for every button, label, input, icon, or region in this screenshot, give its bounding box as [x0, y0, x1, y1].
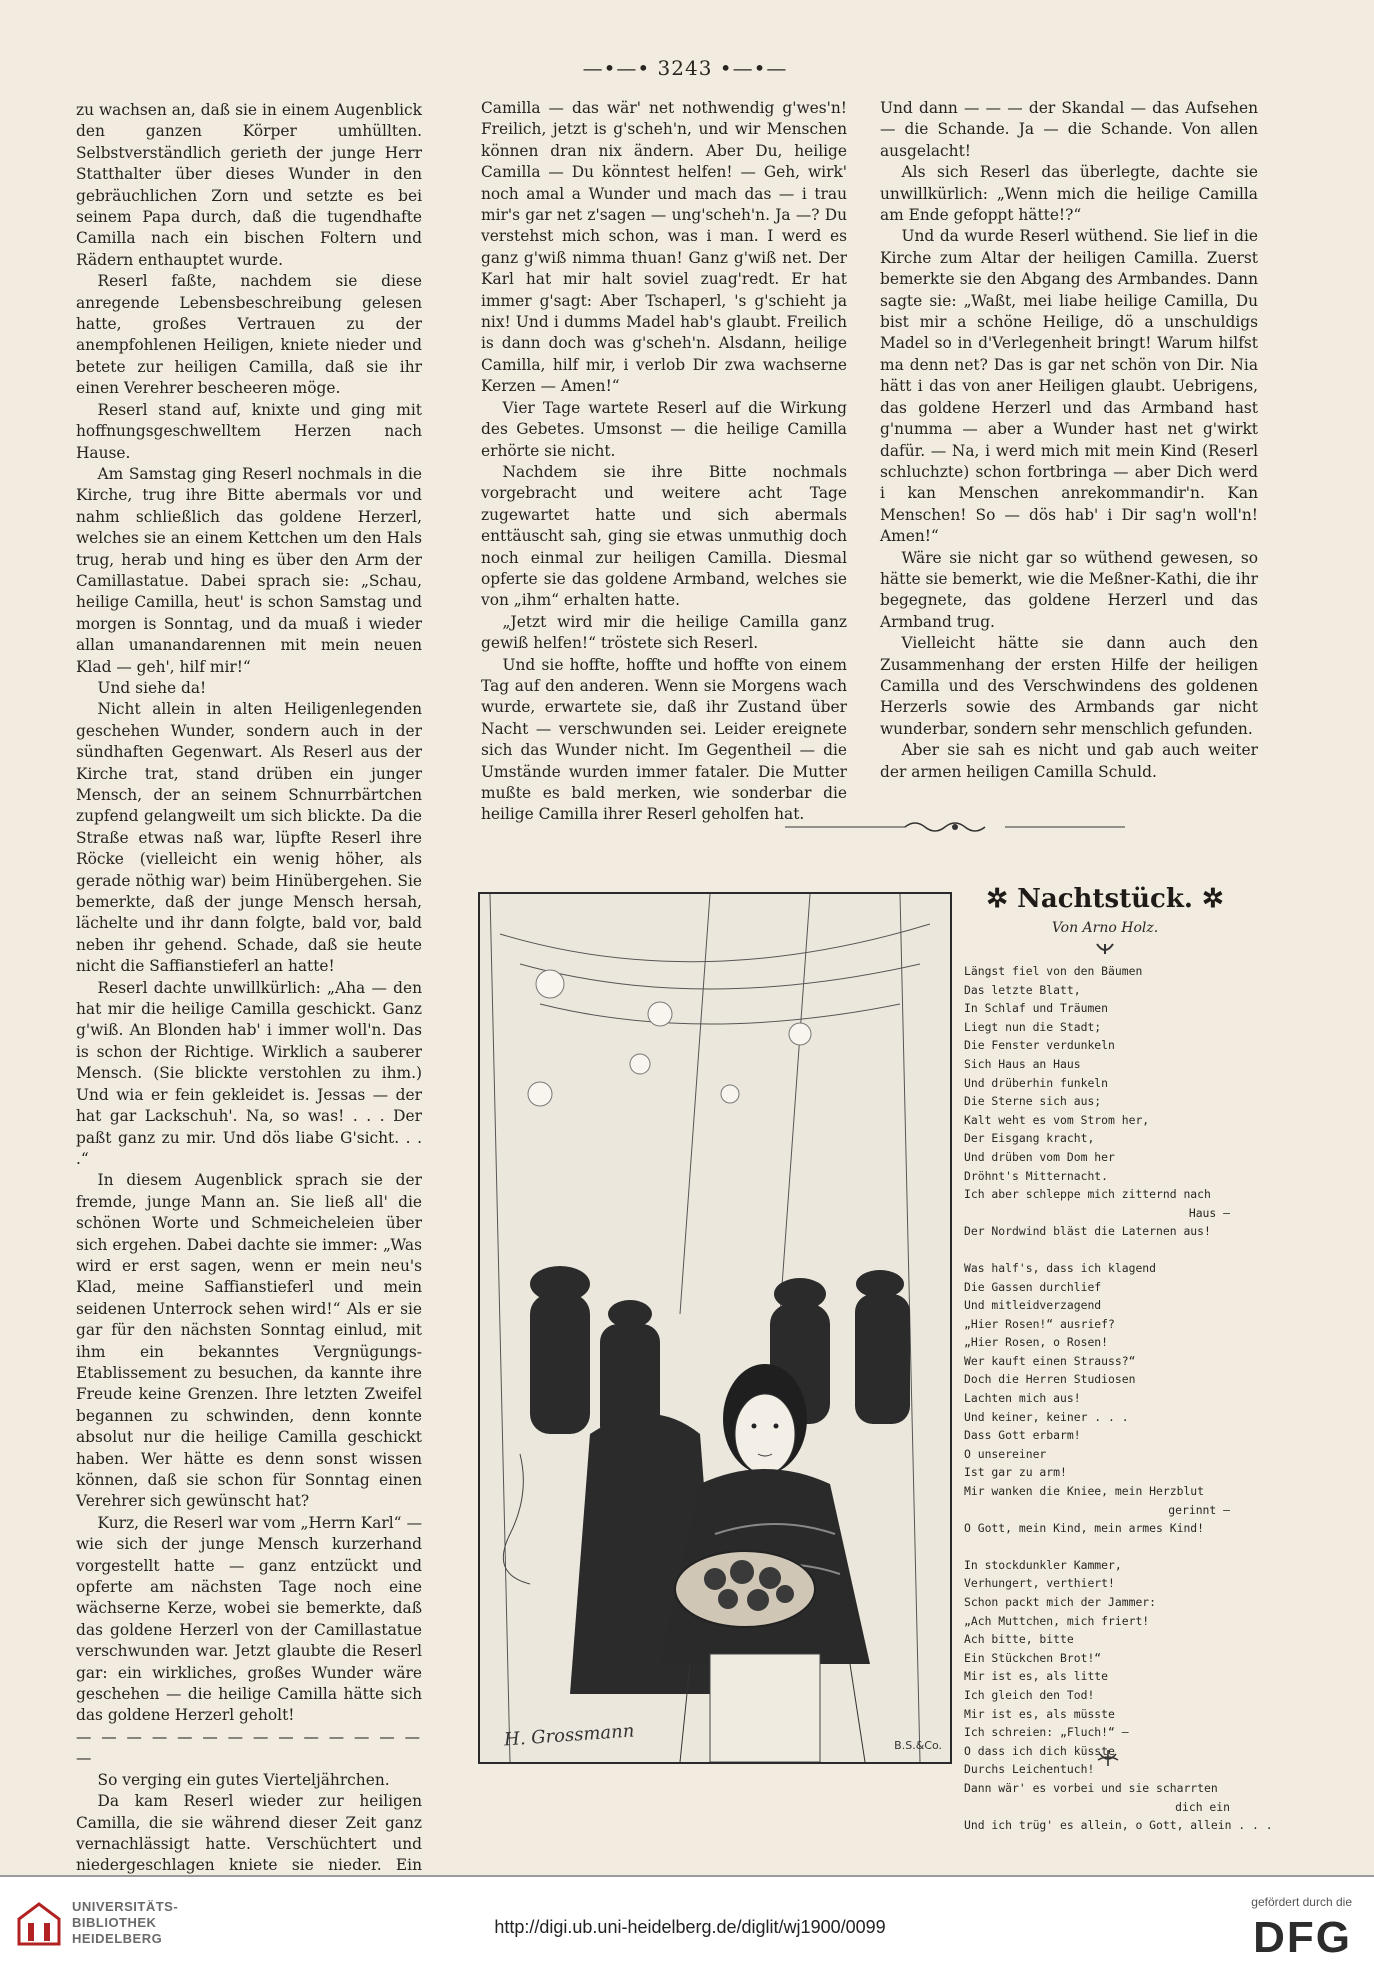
poem-line: Und drüberhin funkeln [964, 1075, 1109, 1090]
poem-line: Ein Stückchen Brot!“ [964, 1650, 1102, 1665]
paragraph: So verging ein gutes Vierteljährchen. [97, 1770, 390, 1789]
poem-line: Doch die Herren Studiosen [964, 1372, 1136, 1387]
paragraph: Und siehe da! [97, 678, 207, 697]
poem-stanza-2 [964, 1259, 1258, 1538]
source-url-link[interactable]: http://digi.ub.uni-heidelberg.de/diglit/wj1900/0099 [494, 1917, 886, 1937]
page-number-ornament-right: •—•— [712, 56, 788, 80]
paragraph: In diesem Augenblick sprach sie der fremde, junge Mann an. Sie ließ all' die schönen Worte und Schmeicheleien über sich ergehen. Dabei dachte sie immer: „Was wird er erst sagen, wenn er mein neu's Klad, meine Saffianstieferl und mein seidenen Unterrock sehen wird!“ Als er sie gar für den nächsten Sonntag einlud, mit ihm ein bekanntes Vergnügungs-Etablissement zu besuchen, da kannte ihre Freude keine Grenzen. Ihre letzten Zweifel begannen zu schwinden, denn konnte absolut nur die heilige Camilla geschickt haben. Wer hätte es denn sonst wissen können, daß sie schon für Sonntag einen Verehrer sich gewünscht hat? [76, 1171, 422, 1511]
text-column-2 [481, 98, 847, 826]
poem-line: „Ach Muttchen, mich friert! [964, 1613, 1150, 1628]
poem-line: Längst fiel von den Bäumen [964, 964, 1143, 978]
printer-credit: B.S.&Co. [894, 1739, 942, 1752]
paragraph: Am Samstag ging Reserl nochmals in die Kirche, trug ihre Bitte abermals vor und nahm schließlich das goldene Herzerl, welches sie an einem Kettchen um den Hals trug, herab und hing es über den Arm der Camillastatue. Dabei sprach sie: „Schau, heilige Camilla, heut' is schon Samstag und morgen is Sonntag, und da muaß i wieder allan umanandarennen mit mein neuen Klad — geh', hilf mir!“ [76, 464, 422, 676]
poem-line: Mir wanken die Kniee, mein Herzblut [964, 1484, 1205, 1499]
poem-stanza-1 [964, 962, 1258, 1241]
poem-line: Der Eisgang kracht, [964, 1131, 1095, 1146]
poem-line: Ich schreien: „Fluch!“ — [964, 1725, 1129, 1740]
paragraph: „Jetzt wird mir die heilige Camilla ganz gewiß helfen!“ tröstete sich Reserl. [481, 612, 847, 653]
poem-line: Die Gassen durchlief [964, 1279, 1102, 1294]
poem-line: Die Fenster verdunkeln [964, 1038, 1115, 1053]
poem-line: O unsereiner [964, 1446, 1047, 1461]
page-number-text: 3243 [657, 56, 713, 80]
poem-line: Verhungert, verthiert! [964, 1576, 1115, 1591]
poem-title: ✲ Nachtstück. ✲ [986, 884, 1224, 914]
poem-line-continuation: Haus — [1188, 1205, 1230, 1220]
paragraph: Aber sie sah es nicht und gab auch weiter der armen heiligen Camilla Schuld. [880, 741, 1258, 781]
university-library-logo-icon [14, 1899, 64, 1949]
text-column-3 [880, 98, 1258, 783]
poem-line: Lachten mich aus! [964, 1391, 1081, 1406]
paragraph: Und dann — — — der Skandal — das Aufsehen — die Schande. Ja — die Schande. Von allen ausgelacht! [880, 99, 1258, 160]
poem-author: Von Arno Holz. [1051, 920, 1159, 936]
poem-line: O dass ich dich küsste [964, 1743, 1115, 1758]
library-line-3: HEIDELBERG [72, 1931, 163, 1946]
paragraph: Wäre sie nicht gar so wüthend gewesen, so hätte sie bemerkt, wie die Meßner-Kathi, die ihr begegnete, das goldene Herzerl und das Armband trug. [880, 548, 1258, 631]
section-break-dashes: — — — — — — — — — — — — — — — [76, 1727, 422, 1768]
poem-line: „Hier Rosen, o Rosen! [964, 1335, 1109, 1350]
poem-body [964, 962, 1273, 1853]
paragraph: Reserl faßte, nachdem sie diese anregende Lebensbeschreibung gelesen hatte, großes Vertrauen zu der anempfohlenen Heiligen, kniete nieder und betete zur heiligen Camilla, daß sie ihr einen Verehrer bescheeren möge. [76, 272, 422, 398]
poem-stanza-3 [964, 1556, 1273, 1835]
library-name [72, 1899, 178, 1947]
poem-line: Und mitleidverzagend [964, 1298, 1102, 1313]
paragraph: Da kam Reserl wieder zur heiligen Camilla, die sie während dieser Zeit ganz vernachlässigt hatte. Verschüchtert und niedergeschlagen kniete sie nieder. Ein [76, 1792, 422, 1875]
poem-line: Mir ist es, als litte [964, 1669, 1109, 1684]
paragraph: Reserl dachte unwillkürlich: „Aha — den hat mir die heilige Camilla geschickt. Ganz g'wiß. An Blonden hab' i immer woll'n. Das is schon der Richtige. Wirklich a sauberer Mensch. (Sie blickte verstohlen zu ihm.) Und wia er fein gekleidet is. Jessas — der hat gar Lackschuh'. Na, so was! . . . Der paßt ganz zu mir. Und dös liabe G'sicht. . . .“ [76, 978, 422, 1168]
illustration-drawing [480, 894, 950, 1762]
page-number-ornament-left: —•—• [582, 56, 658, 80]
poem-line: In stockdunkler Kammer, [964, 1557, 1122, 1572]
poem-line: Und ich trüg' es allein, o Gott, allein . . . [964, 1818, 1273, 1833]
paragraph: Camilla — das wär' net nothwendig g'wes'n! Freilich, jetzt is g'scheh'n, und wir Menschen können dran nix ändern. Aber Du, heilige Camilla — Du könntest helfen! — Geh, wirk' noch amal a Wunder und mach das — i trau mir's gar net z'sagen — ung'scheh'n. Ja —? Du verstehst mich schon, was i man. I werd es ganz g'wiß nimma thuan! Ganz g'wiß net. Der Karl hat mir halt soviel zuag'redt. Er hat immer g'sagt: Aber Tschaperl, 's g'schieht ja nix! Und i dumms Madel hab's glaubt. Freilich is dann doch was g'scheh'n. Alsdann, heilige Camilla, hilf mir, i verlob Dir zwa wachserne Kerzen — Amen!“ [481, 99, 847, 396]
poem-line: Schon packt mich der Jammer: [964, 1595, 1157, 1609]
divider-ornament [785, 816, 1125, 838]
poem-line: Dass Gott erbarm! [964, 1428, 1081, 1443]
poem-line: Mir ist es, als müsste [964, 1706, 1115, 1721]
library-line-2: BIBLIOTHEK [72, 1915, 157, 1930]
paragraph: Kurz, die Reserl war vom „Herrn Karl“ — wie sich der junge Mensch kurzerhand vorgestellt hatte — ganz entzückt und opferte am nächsten Tage noch eine wächserne Kerze, wobei sie bemerkte, daß das goldene Herzerl von der Camillastatue verschwunden war. Jetzt glaubte die Reserl gar: ein wirkliches, großes Wunder wäre geschehen — die heilige Camilla hätte sich das goldene Herzerl geholt! [76, 1513, 422, 1725]
poem-line: „Hier Rosen!“ ausrief? [964, 1316, 1115, 1331]
paragraph: Nachdem sie ihre Bitte nochmals vorgebracht und weitere acht Tage zugewartet hatte und sich abermals enttäuscht sah, ging sie etwas unmuthig doch noch einmal zur heiligen Camilla. Diesmal opferte sie das goldene Armband, welches sie von „ihm“ erhalten hatte. [481, 462, 847, 610]
poem-line: Was half's, dass ich klagend [964, 1260, 1157, 1275]
poem-line: Durchs Leichentuch! [964, 1762, 1095, 1777]
poem-line: O Gott, mein Kind, mein armes Kind! [964, 1521, 1205, 1536]
title-ornament [1095, 941, 1115, 955]
poem-line: Ich gleich den Tod! [964, 1687, 1095, 1702]
digitization-footer [0, 1875, 1374, 1984]
page-number [560, 56, 810, 80]
poem-line: Liegt nun die Stadt; [964, 1019, 1102, 1034]
poem-line-continuation: gerinnt — [1168, 1502, 1230, 1517]
poem-line: Sich Haus an Haus [964, 1056, 1081, 1071]
poem-line: Dröhnt's Mitternacht. [964, 1168, 1109, 1183]
poem-line: Das letzte Blatt, [964, 982, 1081, 997]
text-column-1 [76, 100, 422, 1875]
paragraph: zu wachsen an, daß sie in einem Augenblick den ganzen Körper umhüllten. Selbstverständlich gerieth der junge Herr Statthalter über dieses Wunder in den gebräuchlichen Zorn und setzte es bei seinem Papa durch, daß die tugendhafte Camilla nach ein bischen Foltern und Rädern enthauptet wurde. [76, 101, 422, 269]
paragraph: Nicht allein in alten Heiligenlegenden geschehen Wunder, sondern auch in der sündhaften Gegenwart. Als Reserl aus der Kirche trat, stand drüben ein junger Mensch, der an seinem Schnurrbärtchen zupfend gelangweilt um sich blickte. Da die Straße etwas naß war, lüpfte Reserl ihre Röcke (vielleicht ein wenig höher, als gerade nöthig war) beim Hinübergehen. Sie bemerkte, daß der junge Mensch hersah, lächelte und ihr dann folgte, bald vor, bald neben ihr gehend. Schade, daß sie heute nicht die Saffianstieferl an hatte! [76, 700, 422, 976]
poem-line: Dann wär' es vorbei und sie scharrten [964, 1780, 1218, 1795]
poem-line: Ach bitte, bitte [964, 1632, 1074, 1647]
funding-label: gefördert durch die [1251, 1895, 1352, 1909]
poem-line: Wer kauft einen Strauss?“ [964, 1353, 1136, 1368]
illustration-signature: H. Grossmann [503, 1720, 635, 1751]
paragraph: Als sich Reserl das überlegte, dachte sie unwillkürlich: „Wenn mich die heilige Camilla am Ende gefoppt hätte!?“ [880, 163, 1258, 225]
paragraph: Vielleicht hätte sie dann auch den Zusammenhang der ersten Hilfe der heiligen Camilla und des Verschwindens des goldenen Herzerls sowie des Armbands gar nicht wunderbar, sondern sehr menschlich gefunden. [880, 634, 1258, 738]
poem-line-continuation: dich ein [1175, 1799, 1230, 1814]
poem-line: In Schlaf und Träumen [964, 1001, 1109, 1016]
paragraph: Und sie hoffte, hoffte und hoffte von einem Tag auf den anderen. Wenn sie Morgens wach wurde, erwartete sie, daß ihr Zustand über Nacht — verschwunden sei. Leider ereignete sich das Wunder nicht. Im Gegentheil — die Umstände wurden immer fataler. Die Mutter mußte es bald merken, wie sonderbar die heilige Camilla ihrer Reserl geholfen hat. [481, 655, 847, 824]
poem-line: Kalt weht es vom Strom her, [964, 1112, 1150, 1127]
poem-line: Der Nordwind bläst die Laternen aus! [964, 1224, 1211, 1239]
poem-line: Die Sterne sich aus; [964, 1094, 1102, 1109]
paragraph: Vier Tage wartete Reserl auf die Wirkung des Gebetes. Umsonst — die heilige Camilla erhörte sie nicht. [481, 398, 847, 460]
library-line-1: UNIVERSITÄTS- [72, 1899, 179, 1914]
poem-line: Ist gar zu arm! [964, 1465, 1067, 1480]
dfg-logo: DFG [1253, 1913, 1352, 1962]
end-ornament [1096, 1748, 1120, 1768]
paragraph: Reserl stand auf, knixte und ging mit hoffnungsgeschwelltem Herzen nach Hause. [76, 400, 422, 462]
paragraph: Und da wurde Reserl wüthend. Sie lief in die Kirche zum Altar der heiligen Camilla. Zuerst bemerkte sie den Abgang des Armbandes. Dann sagte sie: „Waßt, mei liabe heilige Camilla, Du bist mir a schöne Heilige, dö a unschuldigs Madel so in d'Verlegenheit bringt! Warum hilfst ma denn net? Das is gar net schön von Dir. Nia hätt i das von aner Heiligen glaubt. Uebrigens, das goldene Herzerl und das Armband hast g'numma — aber a Wunder hast net g'wirkt dafür. — Na, i werd mich mit mein Kind (Reserl schluchzte) schon fortbringa — aber Dich werd i kan Menschen anrekommandir'n. Kan Menschen! So — dös hab' i Dir sag'n woll'n! Amen!“ [880, 227, 1258, 546]
flower-girl-illustration [478, 892, 952, 1764]
poem-line: Und keiner, keiner . . . [964, 1409, 1129, 1424]
poem-line: Ich aber schleppe mich zitternd nach [964, 1187, 1211, 1202]
poem-line: Und drüben vom Dom her [964, 1149, 1115, 1164]
